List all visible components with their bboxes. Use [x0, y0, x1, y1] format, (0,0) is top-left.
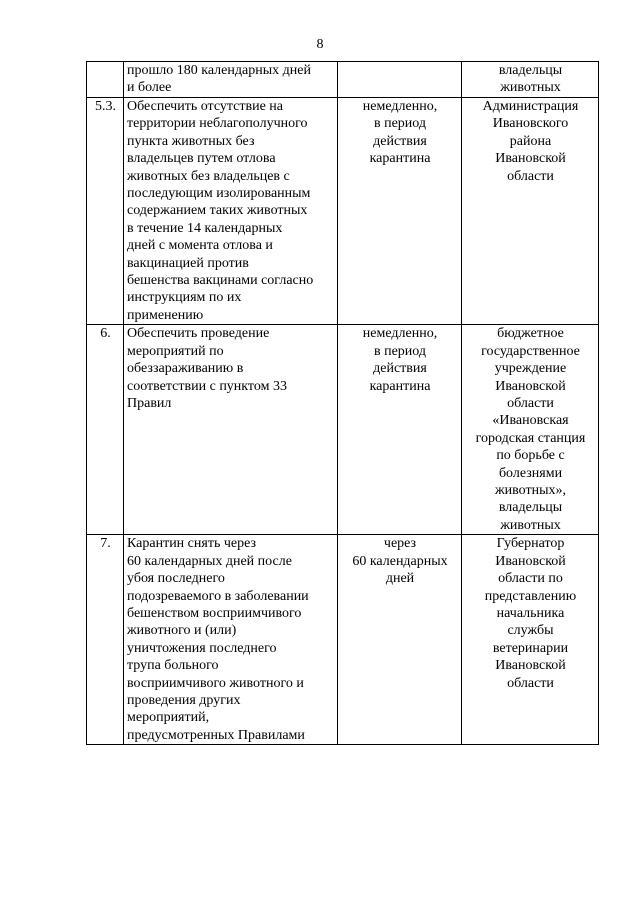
responsible-line: животных [500, 80, 561, 96]
responsible-line: владельцы [498, 63, 563, 78]
action-cell [124, 325, 338, 535]
term-line: немедленно, [362, 326, 438, 342]
action-line: и более [127, 80, 172, 96]
responsible-line: Губернатор [496, 536, 565, 552]
term-line: действия [373, 361, 427, 377]
responsible-line: области [507, 675, 554, 691]
table-row [87, 62, 599, 98]
responsible-line: службы [507, 623, 554, 639]
responsible-line: болезнями [498, 465, 563, 481]
responsible-line: начальника [496, 605, 565, 621]
action-line: подозреваемого в заболевании [127, 588, 309, 604]
term-line: в период [373, 343, 427, 359]
action-line: убоя последнего [127, 571, 225, 587]
action-line: Правил [127, 395, 172, 411]
action-line: владельцев путем отлова [127, 151, 276, 167]
term-line: 60 календарных [352, 553, 448, 569]
responsible-cell [462, 98, 599, 325]
responsible-line: «Ивановская [492, 413, 569, 429]
action-line: инструкциям по их [127, 290, 242, 306]
responsible-line: Ивановской [495, 378, 566, 394]
term-line: в период [373, 116, 427, 132]
action-line: животного и (или) [127, 623, 237, 639]
action-line: бешенством восприимчивого [127, 605, 302, 621]
responsible-line: ветеринарии [492, 640, 569, 656]
action-line: прошло 180 календарных дней [127, 63, 311, 78]
table-row [87, 535, 599, 745]
action-line: обеззараживанию в [127, 361, 244, 377]
responsible-line: владельцы [498, 500, 563, 516]
action-line: Карантин снять через [127, 536, 256, 552]
action-line: Обеспечить проведение [127, 326, 270, 342]
term-line: карантина [369, 378, 431, 394]
term-cell [338, 98, 462, 325]
responsible-line: Ивановской [495, 553, 566, 569]
responsible-cell [462, 535, 599, 745]
responsible-line: Ивановской [495, 658, 566, 674]
table-row [87, 98, 599, 325]
page-number: 8 [316, 37, 324, 52]
term-line: через [383, 536, 417, 552]
measures-table-body [87, 62, 599, 745]
responsible-line: Ивановского [492, 116, 569, 132]
action-cell [124, 535, 338, 745]
action-line: последующим изолированным [127, 186, 311, 202]
responsible-line: государственное [481, 343, 580, 359]
responsible-line: учреждение [494, 361, 567, 377]
term-line: карантина [369, 151, 431, 167]
action-line: мероприятий по [127, 343, 224, 359]
action-line: предусмотренных Правилами [127, 727, 305, 743]
action-line: в течение 14 календарных [127, 220, 283, 236]
responsible-line: бюджетное [497, 326, 564, 342]
action-cell [124, 98, 338, 325]
action-line: соответствии с пунктом 33 [127, 378, 287, 394]
row-number-cell [87, 98, 124, 325]
responsible-line: животных [500, 517, 561, 533]
row-number: 5.3. [95, 99, 116, 114]
action-line: содержанием таких животных [127, 203, 308, 219]
action-line: бешенства вакцинами согласно [127, 273, 314, 289]
action-line: дней с момента отлова и [127, 238, 273, 254]
responsible-line: Ивановской [495, 151, 566, 167]
action-line: территории неблагополучного [127, 116, 308, 132]
responsible-line: области по [498, 571, 563, 587]
row-number-cell [87, 62, 124, 98]
term-line: действия [373, 133, 427, 149]
responsible-cell [462, 62, 599, 98]
action-line: мероприятий, [127, 710, 210, 726]
row-number-cell [87, 325, 124, 535]
responsible-line: района [509, 133, 552, 149]
responsible-line: представлению [484, 588, 577, 604]
measures-table [86, 61, 599, 745]
responsible-line: Администрация [482, 99, 579, 114]
term-line: дней [385, 571, 415, 587]
responsible-line: по борьбе с [496, 448, 565, 464]
action-line: уничтожения последнего [127, 640, 277, 656]
responsible-line: области [507, 168, 554, 184]
action-line: животных без владельцев с [127, 168, 290, 184]
action-line: трупа больного [127, 658, 219, 674]
action-line: восприимчивого животного и [127, 675, 304, 691]
action-line: Обеспечить отсутствие на [127, 99, 283, 114]
term-cell [338, 535, 462, 745]
action-line: применению [127, 307, 204, 323]
responsible-line: городская станция [475, 430, 586, 446]
row-number: 7. [100, 536, 111, 552]
row-number-cell [87, 535, 124, 745]
action-line: проведения других [127, 692, 241, 708]
action-line: пункта животных без [127, 133, 255, 149]
action-cell [124, 62, 338, 98]
row-number: 6. [100, 326, 111, 342]
term-cell [338, 325, 462, 535]
action-line: 60 календарных дней после [127, 553, 292, 569]
responsible-line: животных», [494, 482, 566, 498]
responsible-cell [462, 325, 599, 535]
table-row [87, 325, 599, 535]
action-line: вакцинацией против [127, 255, 249, 271]
responsible-line: области [507, 395, 554, 411]
term-cell [338, 62, 462, 98]
term-line: немедленно, [362, 99, 438, 114]
